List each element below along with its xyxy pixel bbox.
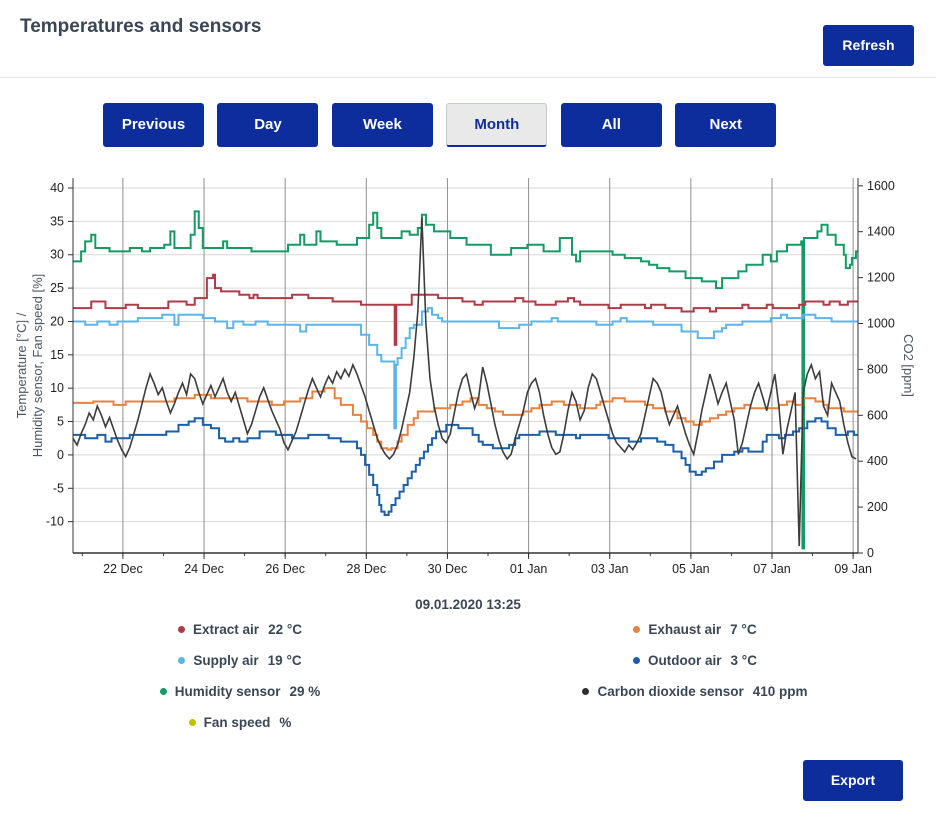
legend-value: 29 % xyxy=(289,684,321,699)
humidity-sensor-dot-icon xyxy=(160,688,167,695)
x-axis-tick-label: 28 Dec xyxy=(346,562,387,576)
supply-air-dot-icon xyxy=(178,657,185,664)
header-divider xyxy=(0,77,936,78)
legend-item-fan-speed xyxy=(90,715,390,746)
x-axis-tick-label: 05 Jan xyxy=(672,562,710,576)
x-axis-tick-label: 07 Jan xyxy=(753,562,791,576)
day-button[interactable]: Day xyxy=(217,103,318,147)
x-axis-tick-label: 03 Jan xyxy=(590,562,629,576)
legend-label: Extract air xyxy=(193,622,260,637)
left-axis-tick-label: 35 xyxy=(50,214,64,229)
left-axis-tick-label: 15 xyxy=(50,347,64,362)
legend-item-carbon-dioxide-sensor xyxy=(545,684,845,715)
time-range-toolbar xyxy=(103,103,785,147)
chart-timestamp: 09.01.2020 13:25 xyxy=(415,597,521,612)
right-axis-tick-label: 1600 xyxy=(867,178,895,193)
left-axis-tick-label: 40 xyxy=(50,181,64,196)
series-supply-air xyxy=(73,308,858,428)
previous-button[interactable]: Previous xyxy=(103,103,204,147)
week-button[interactable]: Week xyxy=(332,103,433,147)
x-axis-tick-label: 30 Dec xyxy=(427,562,468,576)
right-axis-title: CO2 [ppm] xyxy=(901,334,916,397)
sensor-chart xyxy=(0,170,936,590)
legend-label: Carbon dioxide sensor xyxy=(597,684,744,699)
x-axis-tick-label: 09 Jan xyxy=(834,562,872,576)
left-axis-tick-label: -10 xyxy=(45,514,64,529)
legend-value: 7 °C xyxy=(730,622,757,637)
legend-label: Outdoor air xyxy=(648,653,722,668)
legend-item-humidity-sensor xyxy=(90,684,390,715)
legend-item-supply-air xyxy=(90,653,390,684)
legend-value: 19 °C xyxy=(267,653,302,668)
left-axis-title: Temperature [°C] /Humidity sensor, Fan speed [%] xyxy=(14,273,45,458)
x-axis-tick-label: 01 Jan xyxy=(509,562,548,576)
export-button[interactable]: Export xyxy=(803,760,903,801)
right-axis-tick-label: 1400 xyxy=(867,224,895,239)
legend-item-exhaust-air xyxy=(545,622,845,653)
series-exhaust-air xyxy=(73,388,858,449)
legend-column-right xyxy=(545,622,845,715)
fan-speed-dot-icon xyxy=(189,719,196,726)
left-axis-tick-label: 0 xyxy=(57,447,64,462)
extract-air-dot-icon xyxy=(178,626,185,633)
legend-label: Supply air xyxy=(193,653,259,668)
legend-value: 3 °C xyxy=(730,653,757,668)
legend-label: Exhaust air xyxy=(648,622,722,637)
legend-item-extract-air xyxy=(90,622,390,653)
month-button[interactable]: Month xyxy=(446,103,547,147)
carbon-dioxide-sensor-dot-icon xyxy=(582,688,589,695)
left-axis-tick-label: 10 xyxy=(50,381,64,396)
left-axis-tick-label: 20 xyxy=(50,314,64,329)
right-axis-tick-label: 800 xyxy=(867,362,888,377)
legend-item-outdoor-air xyxy=(545,653,845,684)
x-axis-tick-label: 22 Dec xyxy=(103,562,143,576)
left-axis-tick-label: 5 xyxy=(57,414,64,429)
page-title: Temperatures and sensors xyxy=(20,16,262,37)
legend-value: % xyxy=(279,715,292,730)
right-axis-tick-label: 1000 xyxy=(867,316,895,331)
series-extract-air xyxy=(73,275,858,345)
right-axis-tick-label: 200 xyxy=(867,500,888,515)
exhaust-air-dot-icon xyxy=(633,626,640,633)
legend-value: 410 ppm xyxy=(752,684,808,699)
left-axis-tick-label: 25 xyxy=(50,281,64,296)
outdoor-air-dot-icon xyxy=(633,657,640,664)
next-button[interactable]: Next xyxy=(675,103,776,147)
sensor-chart-svg xyxy=(0,170,936,590)
legend-label: Humidity sensor xyxy=(174,684,281,699)
x-axis-tick-label: 26 Dec xyxy=(265,562,305,576)
left-axis-tick-label: 30 xyxy=(50,247,64,262)
right-axis-tick-label: 1200 xyxy=(867,270,895,285)
legend-column-left xyxy=(90,622,390,746)
legend-value: 22 °C xyxy=(268,622,302,637)
right-axis-tick-label: 0 xyxy=(867,546,874,560)
x-axis-tick-label: 24 Dec xyxy=(184,562,224,576)
series-outdoor-air xyxy=(73,418,858,515)
series-carbon-dioxide-sensor xyxy=(73,218,856,546)
series-lines xyxy=(73,211,858,548)
left-axis-tick-label: -5 xyxy=(52,481,64,496)
legend-label: Fan speed xyxy=(203,715,271,730)
right-axis-tick-label: 400 xyxy=(867,454,888,469)
right-axis-tick-label: 600 xyxy=(867,408,888,423)
series-humidity-sensor xyxy=(73,211,858,548)
refresh-button[interactable]: Refresh xyxy=(823,25,914,66)
all-button[interactable]: All xyxy=(561,103,662,147)
